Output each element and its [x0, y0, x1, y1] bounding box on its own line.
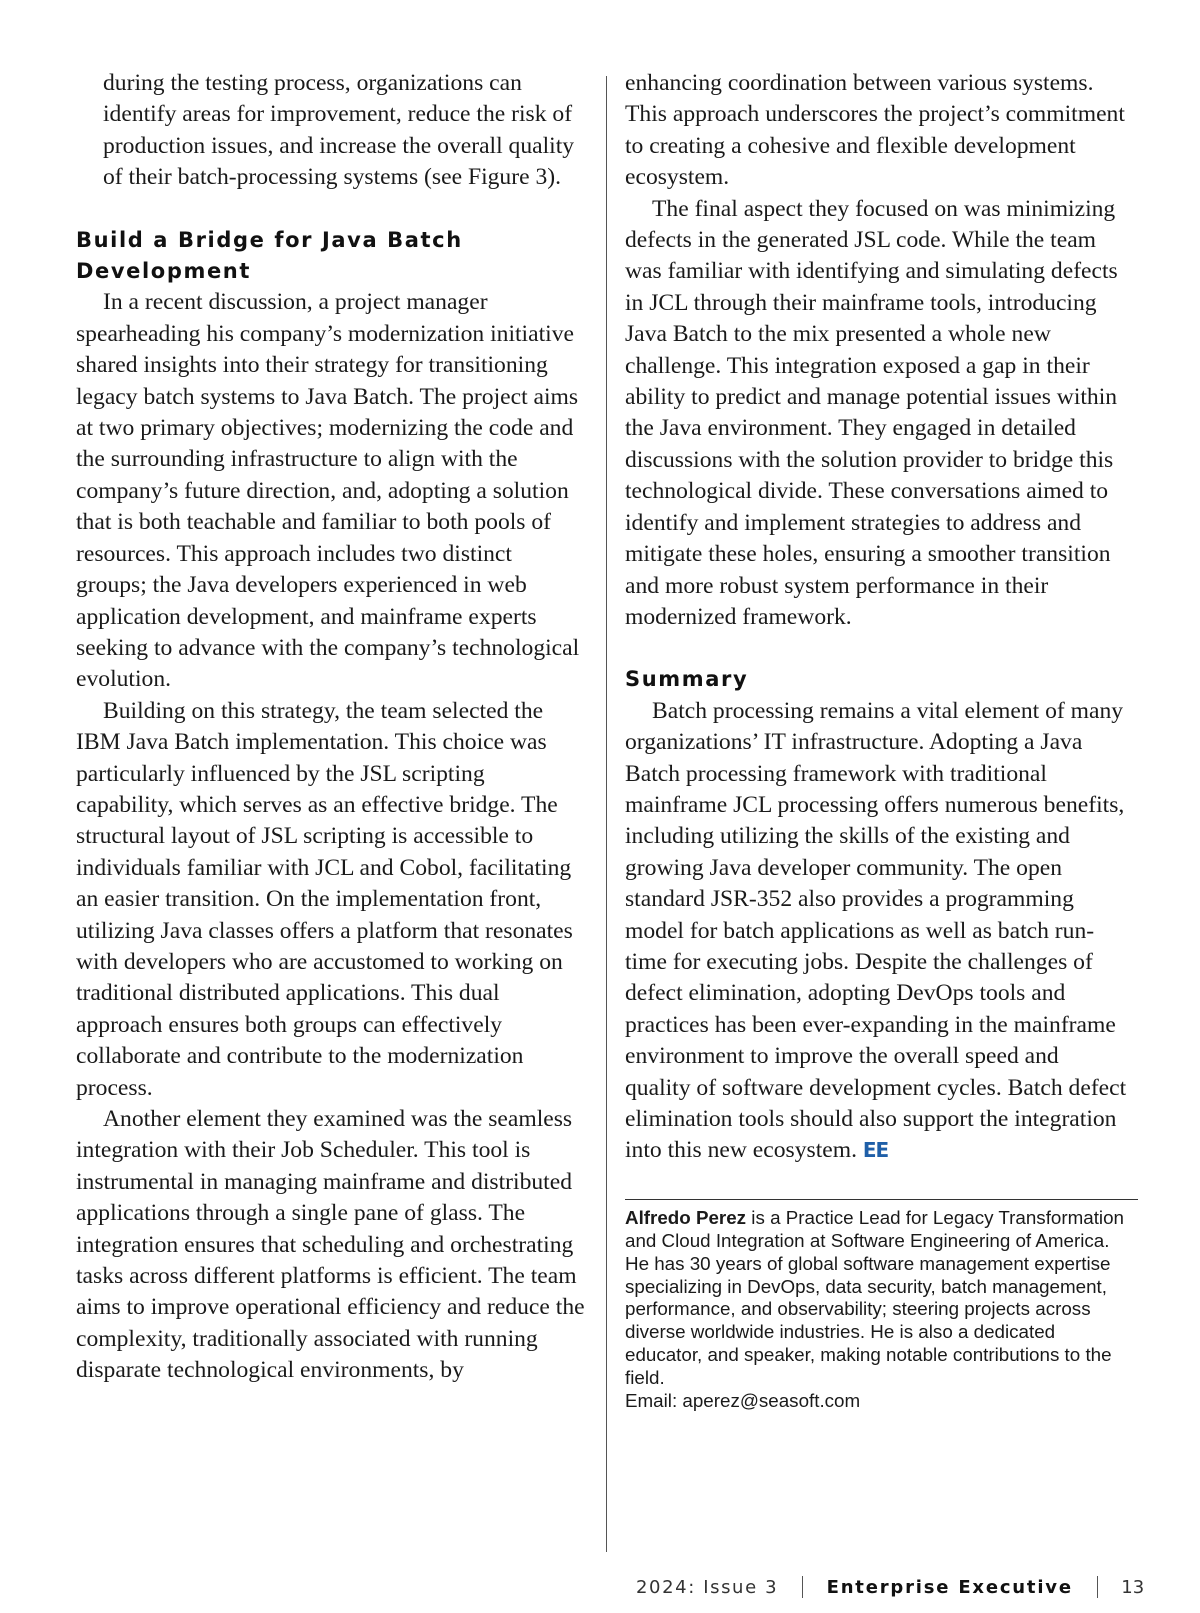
bridge-paragraph-3: Another element they examined was the seamless integration with their Job Scheduler. This tool is instrumental in managing mainframe and distributed applications through a single pane of glass. The integration ensures that scheduling and orchestrating tasks across different platforms is efficient. The team aims to improve operational efficiency and reduce the complexity, traditionally associated with running disparate technological environments, by — [76, 1106, 585, 1384]
page-number: 13 — [1121, 1576, 1145, 1598]
email-label: Email: — [625, 1390, 683, 1412]
page-footer — [636, 1576, 1145, 1606]
author-email[interactable]: aperez@seasoft.com — [682, 1390, 861, 1412]
footer-separator — [1097, 1576, 1098, 1598]
left-continued-paragraph: during the testing process, organizations can identify areas for improvement, reduce the risk of production issues, and increase the overall quality of their batch-processing systems (see Figure 3). — [103, 70, 575, 191]
author-bio — [625, 1207, 1130, 1413]
column-divider — [606, 76, 607, 1552]
footer-issue: 2024: Issue 3 — [636, 1576, 779, 1598]
author-bio-text: is a Practice Lead for Legacy Transformation and Cloud Integration at Software Engineering of America. He has 30 years of global software management expertise specializing in DevOps, data security, batch management, performance, and observability; steering projects across diverse worldwide industries. He is also a dedicated educator, and speaker, making notable contributions to the field. — [625, 1206, 1124, 1389]
bridge-paragraph-1: In a recent discussion, a project manager spearheading his company’s modernization initiative shared insights into their strategy for transitioning legacy batch systems to Java Batch. The project aims at two primary objectives; modernizing the code and the surrounding infrastructure to align with the company’s future direction, and, adopting a solution that is both teachable and familiar to both pools of resources. This approach includes two distinct groups; the Java developers experienced in web application development, and mainframe experts seeking to advance with the company’s technological evolution. — [76, 289, 580, 693]
end-of-article-mark: EE — [862, 1138, 889, 1163]
author-name: Alfredo Perez — [625, 1206, 747, 1228]
section-heading-summary: Summary — [625, 667, 749, 692]
left-column — [76, 68, 586, 1387]
bridge-paragraph-2: Building on this strategy, the team selected the IBM Java Batch implementation. This choice was particularly influenced by the JSL scripting capability, which serves as an effective bridge. The structural layout of JSL scripting is accessible to individuals familiar with JCL and Cobol, facilitating an easier transition. On the implementation front, utilizing Java classes offers a platform that resonates with developers who are accustomed to working on traditional distributed applications. This dual approach ensures both groups can effectively collaborate and contribute to the modernization process. — [76, 697, 573, 1101]
final-aspect-paragraph: The final aspect they focused on was minimizing defects in the generated JSL code. While the team was familiar with identifying and simulating defects in JCL through their mainframe tools, introducing Java Batch to the mix presented a whole new challenge. This integration exposed a gap in their ability to predict and manage potential issues within the Java environment. They engaged in detailed discussions with the solution provider to bridge this technological divide. These conversations aimed to identify and implement strategies to address and mitigate these holes, ensuring a smoother transition and more robust system performance in their modernized framework. — [625, 195, 1118, 630]
bio-divider — [625, 1199, 1138, 1200]
right-continued-paragraph: enhancing coordination between various systems. This approach underscores the project’s commitment to creating a cohesive and flexible development ecosystem. — [625, 70, 1125, 191]
section-heading-bridge: Build a Bridge for Java Batch Development — [76, 227, 463, 284]
summary-text: Batch processing remains a vital element of many organizations’ IT infrastructure. Adopting a Java Batch processing framework with traditional mainframe JCL processing offers numerous benefits, including utilizing the skills of the existing and growing Java developer community. The open standard JSR-352 also provides a programming model for batch applications as well as batch run-time for executing jobs. Despite the challenges of defect elimination, adopting DevOps tools and practices has been ever-expanding in the mainframe environment to improve the overall speed and quality of software development cycles. Batch defect elimination tools should also support the integration into this new ecosystem. — [625, 697, 1127, 1164]
right-column — [625, 68, 1130, 1413]
footer-separator — [802, 1576, 803, 1598]
summary-paragraph — [625, 696, 1130, 1167]
footer-magazine-title: Enterprise Executive — [826, 1576, 1073, 1598]
